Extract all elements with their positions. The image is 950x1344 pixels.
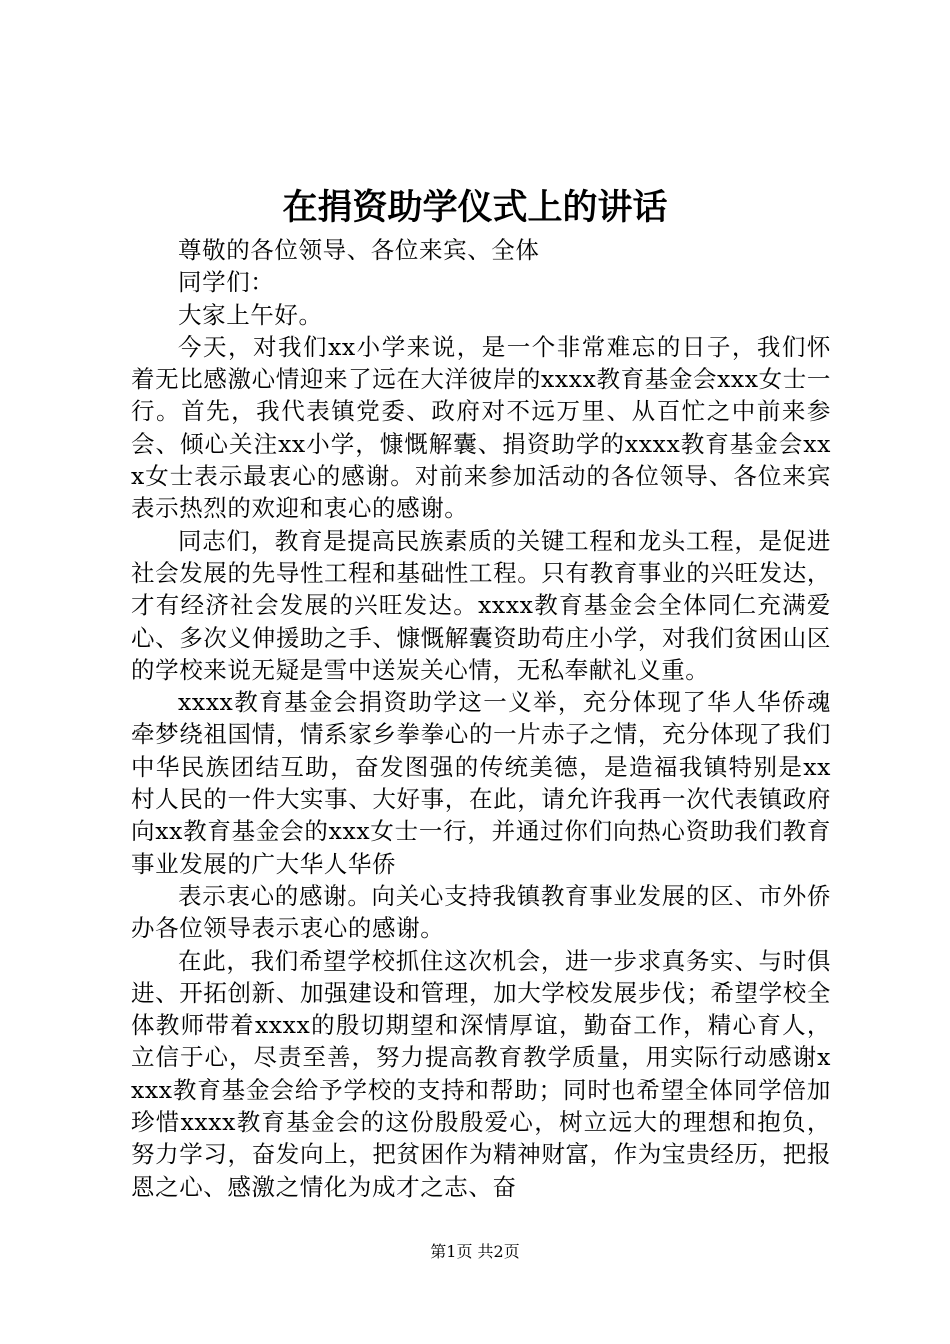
page-number: 第1页 共2页 bbox=[430, 1242, 520, 1261]
body-paragraph: xxxx教育基金会捐资助学这一义举，充分体现了华人华侨魂牵梦绕祖国情，情系家乡拳拳心的一片赤子之情，充分体现了我们中华民族团结互助，奋发图强的传统美德，是造福我镇特别是xx村人民的一件大实事、大好事，在此，请允许我再一次代表镇政府向xx教育基金会的xxx女士一行，并通过你们向热心资助我们教育事业发展的广大华人华侨 bbox=[131, 688, 831, 878]
document-body bbox=[131, 234, 831, 1203]
greeting-line: 大家上午好。 bbox=[178, 300, 323, 329]
document-title: 在捐资助学仪式上的讲话 bbox=[282, 187, 668, 228]
body-paragraph: 在此，我们希望学校抓住这次机会，进一步求真务实、与时俱进、开拓创新、加强建设和管理，加大学校发展步伐；希望学校全体教师带着xxxx的殷切期望和深情厚谊，勤奋工作，精心育人，立信于心，尽责至善，努力提高教育教学质量，用实际行动感谢xxxx教育基金会给予学校的支持和帮助；同时也希望全体同学倍加珍惜xxxx教育基金会的这份殷殷爱心，树立远大的理想和抱负，努力学习，奋发向上，把贫困作为精神财富，作为宝贵经历，把报恩之心、感激之情化为成才之志、奋 bbox=[131, 946, 831, 1201]
body-paragraph: 今天，对我们xx小学来说，是一个非常难忘的日子，我们怀着无比感激心情迎来了远在大洋彼岸的xxxx教育基金会xxx女士一行。首先，我代表镇党委、政府对不远万里、从百忙之中前来参会、倾心关注xx小学，慷慨解囊、捐资助学的xxxx教育基金会xxx女士表示最衷心的感谢。对前来参加活动的各位领导、各位来宾表示热烈的欢迎和衷心的感谢。 bbox=[131, 332, 831, 523]
body-paragraph: 同志们，教育是提高民族素质的关键工程和龙头工程，是促进社会发展的先导性工程和基础性工程。只有教育事业的兴旺发达，才有经济社会发展的兴旺发达。xxxx教育基金会全体同仁充满爱心、多次义伸援助之手、慷慨解囊资助苟庄小学，对我们贫困山区的学校来说无疑是雪中送炭关心情，无私奉献礼义重。 bbox=[131, 526, 831, 684]
salutation-line-1: 尊敬的各位领导、各位来宾、全体 bbox=[178, 236, 540, 264]
body-paragraph: 表示衷心的感谢。向关心支持我镇教育事业发展的区、市外侨办各位领导表示衷心的感谢。 bbox=[131, 881, 831, 943]
salutation-line-2: 同学们： bbox=[178, 268, 275, 297]
